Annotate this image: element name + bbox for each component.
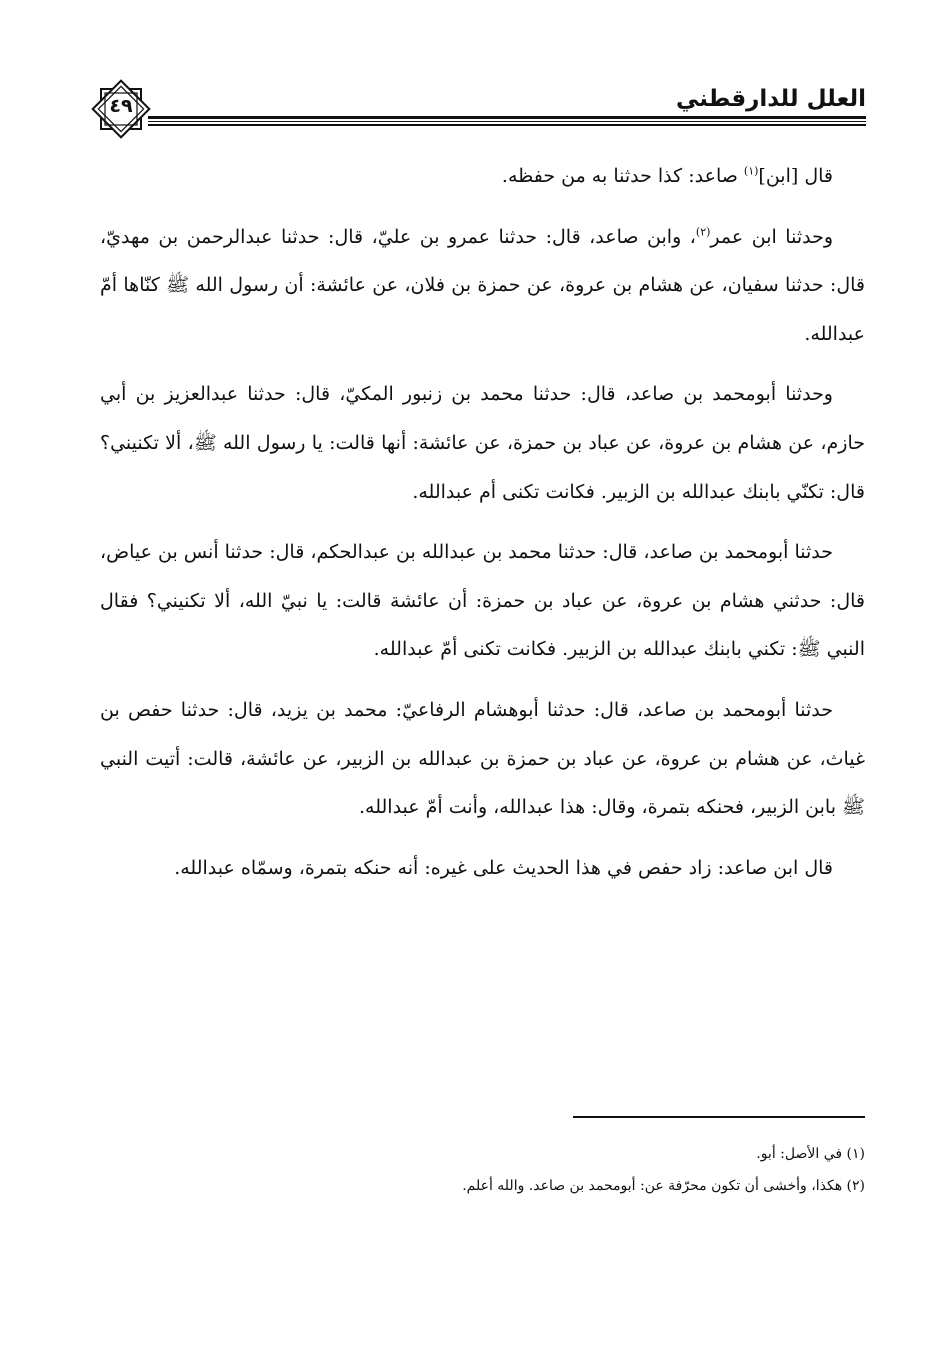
main-text bbox=[100, 152, 865, 904]
footnote-separator bbox=[573, 1116, 865, 1118]
page-number: ٤٩ bbox=[109, 95, 133, 117]
paragraph: قال [ابن]$^{(١)}$ صاعد: كذا حدثنا به من حفظه. bbox=[501, 164, 833, 187]
footnote-ref: (٢) bbox=[695, 225, 711, 239]
header-rule-thin bbox=[148, 121, 866, 122]
book-title: العلل للدارقطني bbox=[676, 86, 866, 112]
paragraph: وحدثنا ابن عمر$^{(٢)}$، وابن صاعد، قال: حدثنا عمرو بن عليّ، قال: حدثنا عبدالرحمن بن مهديّ، قال: حدثنا سفيان، عن هشام بن عروة، عن حمزة بن فلان، عن عائشة: أن رسول الله ﷺ كنّاها أمّ عبدالله. bbox=[100, 225, 865, 345]
footnotes bbox=[165, 1138, 865, 1202]
page-header bbox=[88, 70, 866, 140]
paragraph: حدثنا أبومحمد بن صاعد، قال: حدثنا محمد بن عبدالله بن عبدالحكم، قال: حدثنا أنس بن عياض، قال: حدثني هشام بن عروة، عن عباد بن حمزة: أن عائشة قالت: يا نبيّ الله، ألا تكنيني؟ فقال النبي ﷺ: تكني بابنك عبدالله بن الزبير. فكانت تكنى أمّ عبدالله. bbox=[100, 541, 865, 661]
header-rule-medium bbox=[148, 124, 866, 126]
paragraph: قال ابن صاعد: زاد حفص في هذا الحديث على غيره: أنه حنكه بتمرة، وسمّاه عبدالله. bbox=[174, 856, 833, 879]
footnote-ref: (١) bbox=[743, 164, 759, 178]
footnote: (٢) هكذا، وأخشى أن تكون محرّفة عن: أبومحمد بن صاعد. والله أعلم. bbox=[462, 1178, 865, 1194]
paragraph: حدثنا أبومحمد بن صاعد، قال: حدثنا أبوهشام الرفاعيّ: محمد بن يزيد، قال: حدثنا حفص بن غياث، عن هشام بن عروة، عن عباد بن حمزة بن عبدالله بن الزبير، عن عائشة، قالت: أتيت النبي ﷺ بابن الزبير، فحنكه بتمرة، وقال: هذا عبدالله، وأنت أمّ عبدالله. bbox=[100, 698, 865, 819]
page-number-badge bbox=[90, 78, 152, 140]
header-rule-thick bbox=[148, 116, 866, 119]
footnote: (١) في الأصل: أبو. bbox=[756, 1146, 865, 1162]
paragraph: وحدثنا أبومحمد بن صاعد، قال: حدثنا محمد بن زنبور المكيّ، قال: حدثنا عبدالعزيز بن أبي حازم، عن هشام بن عروة، عن عباد بن حمزة، عن عائشة: أنها قالت: يا رسول الله ﷺ، ألا تكنيني؟ قال: تكنّي بابنك عبدالله بن الزبير. فكانت تكنى أم عبدالله. bbox=[100, 383, 865, 503]
